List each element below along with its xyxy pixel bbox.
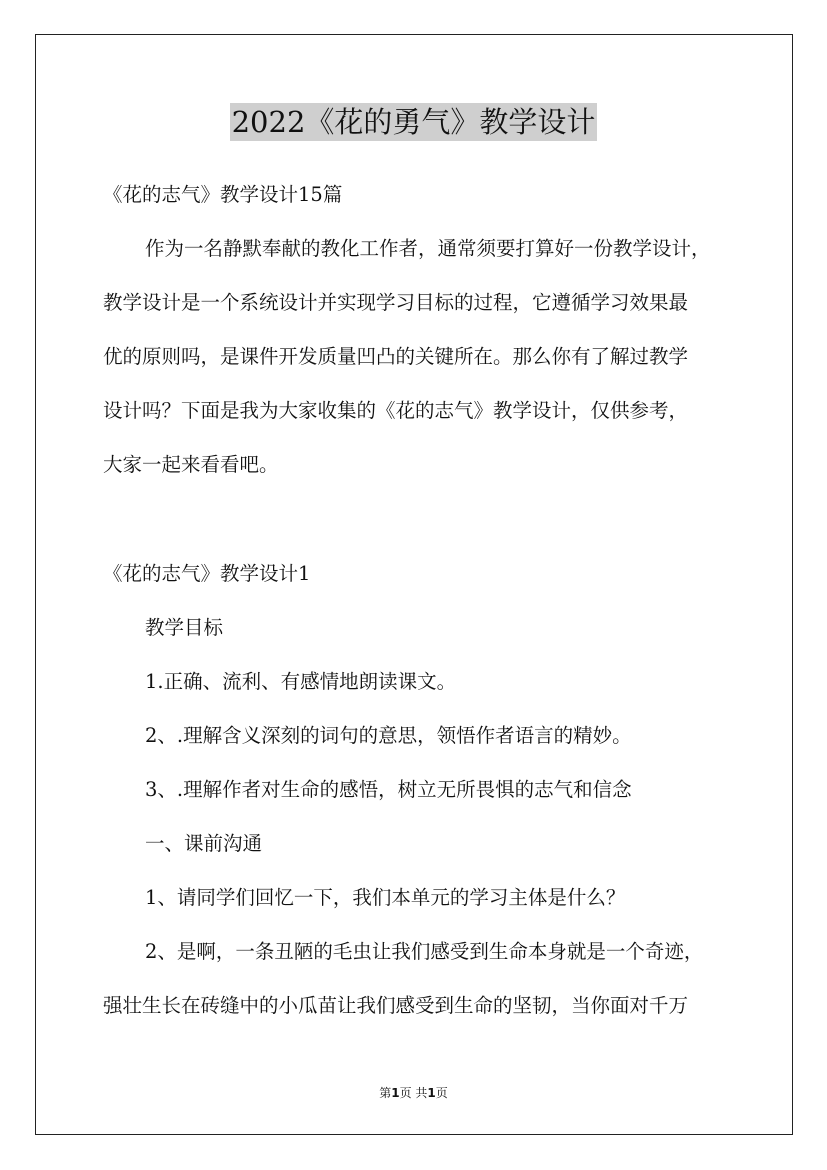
step-line: 1、请同学们回忆一下，我们本单元的学习主体是什么？ [145, 886, 626, 909]
goal-item: 1.正确、流利、有感情地朗读课文。 [145, 670, 457, 693]
footer-mid: 页 共 [399, 1086, 428, 1100]
step-line: 2、是啊，一条丑陋的毛虫让我们感受到生命本身就是一个奇迹， [145, 940, 704, 963]
intro-line: 设计吗？下面是我为大家收集的《花的志气》教学设计，仅供参考， [103, 399, 689, 422]
footer-total-pages: 1 [427, 1086, 436, 1100]
footer-prefix: 第 [379, 1086, 392, 1100]
footer-suffix: 页 [435, 1086, 448, 1100]
intro-line: 大家一起来看看吧。 [103, 453, 279, 476]
intro-line: 作为一名静默奉献的教化工作者，通常须要打算好一份教学设计， [145, 237, 711, 260]
footer-page-number: 1 [391, 1086, 400, 1100]
step-line: 强壮生长在砖缝中的小瓜苗让我们感受到生命的坚韧，当你面对千万 [103, 994, 689, 1017]
intro-line: 教学设计是一个系统设计并实现学习目标的过程，它遵循学习效果最 [103, 291, 689, 314]
title-wrap [0, 103, 827, 141]
document-subtitle: 《花的志气》教学设计15篇 [103, 183, 343, 206]
intro-line: 优的原则吗，是课件开发质量凹凸的关键所在。那么你有了解过教学 [103, 345, 689, 368]
document-title: 2022《花的勇气》教学设计 [231, 105, 596, 139]
goals-heading: 教学目标 [145, 616, 224, 639]
goal-item: 2、.理解含义深刻的词句的意思，领悟作者语言的精妙。 [145, 724, 632, 747]
goal-item: 3、.理解作者对生命的感悟，树立无所畏惧的志气和信念 [145, 778, 632, 801]
part-heading: 一、课前沟通 [145, 832, 263, 855]
section-heading: 《花的志气》教学设计1 [103, 562, 311, 585]
page-footer [0, 1085, 827, 1101]
